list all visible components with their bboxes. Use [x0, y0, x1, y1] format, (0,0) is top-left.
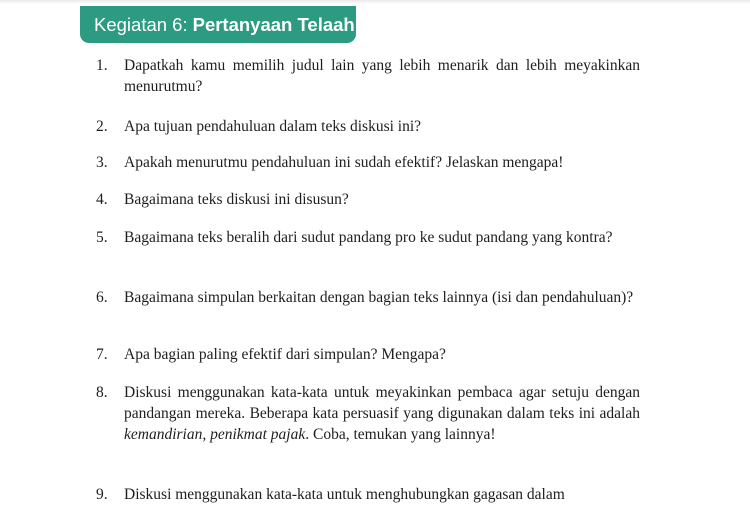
question-number: 1.: [96, 57, 108, 74]
question-text: Bagaimana teks beralih dari sudut pandang pro ke sudut pandang yang kontra?: [124, 229, 613, 246]
question-text-part: Diskusi menggunakan kata-kata untuk meyakinkan pembaca agar setuju dengan pandangan mereka. Beberapa kata persuasif yang digunakan dalam teks ini adalah: [124, 384, 640, 422]
question-text: Apa tujuan pendahuluan dalam teks diskusi ini?: [124, 118, 422, 135]
question-text: Diskusi menggunakan kata-kata untuk menghubungkan gagasan dalam: [124, 486, 565, 503]
question-text: Dapatkah kamu memilih judul lain yang lebih menarik dan lebih meyakinkan menurutmu?: [124, 57, 640, 95]
question-text: [124, 382, 640, 445]
question-number: 3.: [96, 154, 108, 171]
question-item-8: [96, 382, 640, 445]
question-number: 9.: [96, 486, 108, 503]
question-text: Apa bagian paling efektif dari simpulan? Mengapa?: [124, 346, 446, 363]
question-item-7: [96, 344, 640, 365]
question-item-9: [96, 484, 640, 505]
question-item-4: [96, 189, 640, 210]
question-item-6: [96, 287, 640, 308]
activity-label-title: Pertanyaan Telaah: [192, 13, 355, 35]
question-number: 2.: [96, 118, 108, 135]
question-text: Bagaimana simpulan berkaitan dengan bagian teks lainnya (isi dan pendahuluan)?: [124, 289, 634, 306]
question-number: 7.: [96, 346, 108, 363]
question-item-5: [96, 227, 640, 248]
activity-label-prefix: Kegiatan 6:: [94, 13, 188, 35]
question-number: 5.: [96, 229, 108, 246]
question-text: Apakah menurutmu pendahuluan ini sudah efektif? Jelaskan mengapa!: [124, 154, 564, 171]
question-item-1: [96, 55, 640, 97]
question-item-3: [96, 152, 640, 173]
question-text: Bagaimana teks diskusi ini disusun?: [124, 191, 349, 208]
question-number: 8.: [96, 384, 108, 401]
question-number: 6.: [96, 289, 108, 306]
question-text-emphasis: kemandirian, penikmat pajak: [124, 426, 306, 443]
question-number: 4.: [96, 191, 108, 208]
question-text-part: . Coba, temukan yang lainnya!: [305, 426, 496, 443]
question-item-2: [96, 116, 640, 137]
